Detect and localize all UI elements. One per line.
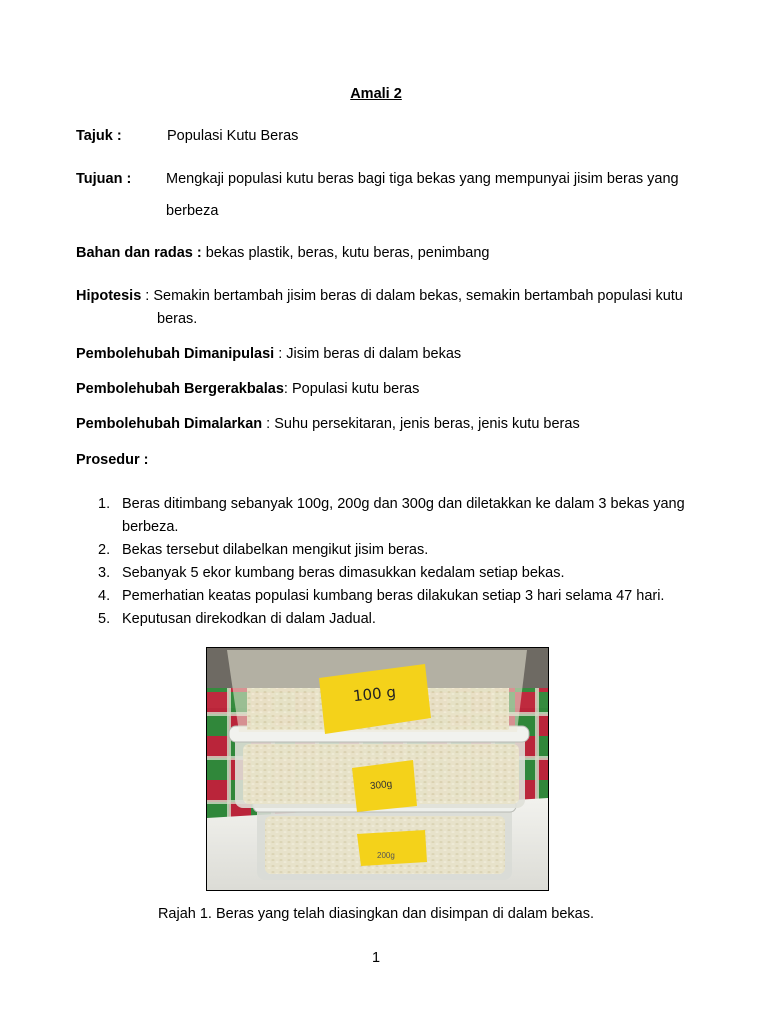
tajuk-label: Tajuk : xyxy=(76,128,122,144)
manipulasi-row xyxy=(76,346,461,362)
page-number: 1 xyxy=(371,950,381,966)
prosedur-label: Prosedur : xyxy=(76,452,149,468)
bahan-value: bekas plastik, beras, kutu beras, penimbang xyxy=(201,245,490,261)
procedure-step: 3. Sebanyak 5 ekor kumbang beras dimasukkan kedalam setiap bekas. xyxy=(98,565,565,581)
tujuan-line-1: Mengkaji populasi kutu beras bagi tiga bekas yang mempunyai jisim beras yang xyxy=(166,171,679,187)
rice-containers-photo xyxy=(206,647,549,891)
hipotesis-label: Hipotesis xyxy=(76,288,142,304)
hipotesis-line-1: : Semakin bertambah jisim beras di dalam bekas, semakin bertambah populasi kutu xyxy=(141,288,683,304)
procedure-step: 1. Beras ditimbang sebanyak 100g, 200g dan 300g dan diletakkan ke dalam 3 bekas yang berbeza. xyxy=(98,496,685,535)
label-200g: 200g xyxy=(377,851,395,860)
bergerakbalas-value: : Populasi kutu beras xyxy=(283,381,420,397)
manipulasi-value: : Jisim beras di dalam bekas xyxy=(274,346,462,362)
figure-caption: Rajah 1. Beras yang telah diasingkan dan disimpan di dalam bekas. xyxy=(157,906,595,922)
page-title: Amali 2 xyxy=(350,86,402,102)
tajuk-value: Populasi Kutu Beras xyxy=(167,128,299,144)
bahan-row xyxy=(76,245,489,261)
dimalarkan-label: Pembolehubah Dimalarkan xyxy=(76,416,263,432)
dimalarkan-row xyxy=(76,416,580,432)
label-300g: 300g xyxy=(369,778,393,793)
bahan-label: Bahan dan radas : xyxy=(76,245,202,261)
procedure-step: 2. Bekas tersebut dilabelkan mengikut jisim beras. xyxy=(98,542,429,558)
hipotesis-row xyxy=(76,288,683,304)
procedure-step: 4. Pemerhatian keatas populasi kumbang beras dilakukan setiap 3 hari selama 47 hari. xyxy=(98,588,665,604)
procedure-step: 5. Keputusan direkodkan di dalam Jadual. xyxy=(98,611,376,627)
manipulasi-label: Pembolehubah Dimanipulasi xyxy=(76,346,275,362)
dimalarkan-value: : Suhu persekitaran, jenis beras, jenis kutu beras xyxy=(262,416,580,432)
hipotesis-line-2: beras. xyxy=(157,311,198,327)
bergerakbalas-row xyxy=(76,381,419,397)
tujuan-label: Tujuan : xyxy=(76,171,132,187)
procedure-list xyxy=(98,493,688,631)
label-100g: 100 g xyxy=(352,682,397,706)
bergerakbalas-label: Pembolehubah Bergerakbalas xyxy=(76,381,284,397)
tujuan-line-2: berbeza xyxy=(166,203,219,219)
